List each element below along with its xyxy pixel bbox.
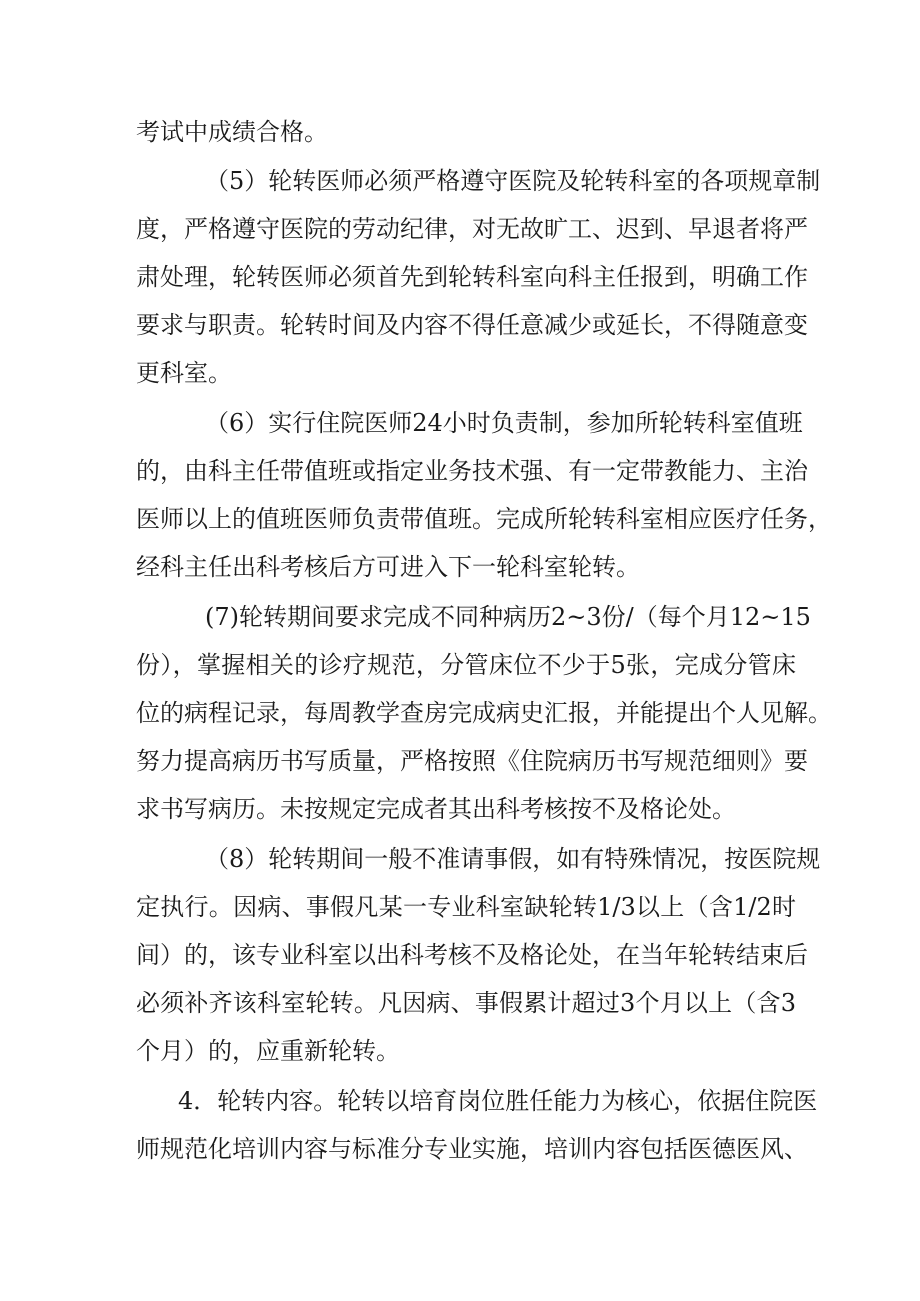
text-line: 更科室。	[136, 359, 232, 387]
section-4-start: 4．轮转内容。轮转以培育岗位胜任能力为核心，依据住院医	[178, 1087, 818, 1115]
text-line: 努力提高病历书写质量，严格按照《住院病历书写规范细则》要	[136, 747, 808, 775]
text-line: 要求与职责。轮转时间及内容不得任意减少或延长，不得随意变	[136, 311, 808, 339]
text-line: 定执行。因病、事假凡某一专业科室缺轮转1/3以上（含1/2时	[136, 893, 796, 921]
text-line: 个月）的，应重新轮转。	[136, 1037, 400, 1065]
text-line: 的，由科主任带值班或指定业务技术强、有一定带教能力、主治	[136, 457, 808, 485]
text-line: 医师以上的值班医师负责带值班。完成所轮转科室相应医疗任务，	[136, 505, 832, 533]
text-line: 份），掌握相关的诊疗规范，分管床位不少于5张，完成分管床	[136, 651, 796, 679]
text-line: 师规范化培训内容与标准分专业实施，培训内容包括医德医风、	[136, 1135, 808, 1163]
text-line: 肃处理，轮转医师必须首先到轮转科室向科主任报到，明确工作	[136, 263, 808, 291]
text-line: 经科主任出科考核后方可进入下一轮科室轮转。	[136, 553, 640, 581]
text-line: 考试中成绩合格。	[136, 118, 328, 146]
paragraph-5-start: （5）轮转医师必须严格遵守医院及轮转科室的各项规章制	[205, 167, 821, 195]
text-line: 度，严格遵守医院的劳动纪律，对无故旷工、迟到、早退者将严	[136, 215, 808, 243]
text-line: 位的病程记录，每周教学查房完成病史汇报，并能提出个人见解。	[136, 699, 832, 727]
text-line: 必须补齐该科室轮转。凡因病、事假累计超过3个月以上（含3	[136, 989, 796, 1017]
text-line: 求书写病历。未按规定完成者其出科考核按不及格论处。	[136, 795, 736, 823]
text-line: 间）的，该专业科室以出科考核不及格论处，在当年轮转结束后	[136, 941, 808, 969]
paragraph-8-start: （8）轮转期间一般不准请事假，如有特殊情况，按医院规	[205, 845, 821, 873]
paragraph-6-start: （6）实行住院医师24小时负责制，参加所轮转科室值班	[205, 409, 803, 437]
paragraph-7-start: (7)轮转期间要求完成不同种病历2~3份/（每个月12~15	[205, 603, 811, 631]
